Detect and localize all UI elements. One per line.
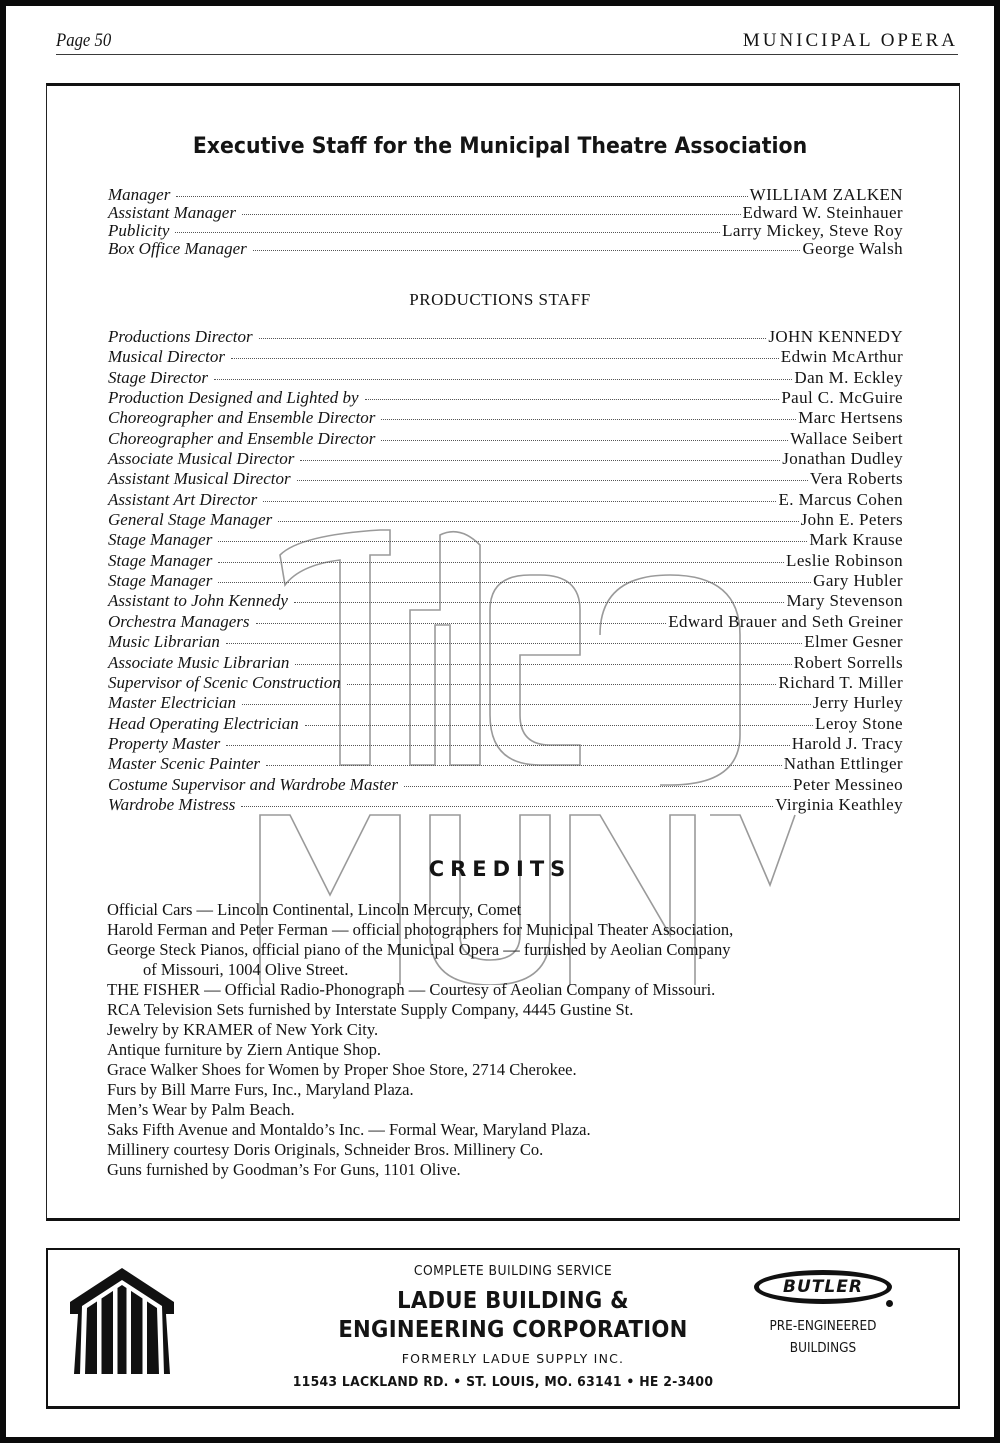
staff-row bbox=[108, 388, 903, 408]
butler-brand bbox=[748, 1270, 898, 1360]
credit-item: THE FISHER — Official Radio-Phonograph — Courtesy of Aeolian Company of Missouri. bbox=[107, 980, 716, 999]
staff-role: Manager bbox=[108, 185, 171, 204]
staff-role: Publicity bbox=[108, 221, 170, 240]
dot-leader bbox=[295, 664, 791, 665]
dot-leader bbox=[266, 765, 782, 766]
staff-name: Mark Krause bbox=[809, 530, 903, 550]
staff-row bbox=[108, 368, 903, 388]
staff-row bbox=[108, 469, 903, 489]
credit-item: Official Cars — Lincoln Continental, Lincoln Mercury, Comet bbox=[107, 900, 522, 919]
staff-name: E. Marcus Cohen bbox=[778, 489, 903, 509]
butler-subtitle-line1: PRE-ENGINEERED bbox=[769, 1319, 877, 1334]
staff-role: Master Electrician bbox=[108, 693, 236, 713]
dot-leader bbox=[365, 399, 780, 400]
credit-item: Saks Fifth Avenue and Montaldo’s Inc. — Formal Wear, Maryland Plaza. bbox=[107, 1120, 591, 1139]
staff-role: Master Scenic Painter bbox=[108, 754, 261, 774]
dot-leader bbox=[226, 643, 802, 644]
staff-role: Box Office Manager bbox=[108, 239, 247, 258]
staff-row bbox=[108, 408, 903, 428]
page-header bbox=[56, 30, 958, 55]
dot-leader bbox=[294, 602, 785, 603]
credits-title: CREDITS bbox=[428, 857, 572, 881]
dot-leader bbox=[242, 704, 811, 705]
staff-name: Harold J. Tracy bbox=[791, 733, 903, 753]
staff-name: Richard T. Miller bbox=[778, 672, 903, 692]
running-title: MUNICIPAL OPERA bbox=[742, 30, 958, 51]
credits-list bbox=[107, 900, 905, 1180]
credit-item bbox=[107, 940, 905, 980]
staff-name: Jerry Hurley bbox=[812, 693, 903, 713]
staff-row bbox=[108, 551, 903, 571]
credit-item: Millinery courtesy Doris Originals, Schneider Bros. Millinery Co. bbox=[107, 1140, 544, 1159]
staff-role: Orchestra Managers bbox=[108, 611, 250, 631]
staff-name: Dan M. Eckley bbox=[794, 367, 903, 387]
butler-logo-text: BUTLER bbox=[783, 1277, 863, 1297]
staff-role: Stage Director bbox=[108, 367, 208, 387]
dot-leader bbox=[278, 521, 798, 522]
executive-staff-list bbox=[108, 186, 903, 258]
staff-name: Larry Mickey, Steve Roy bbox=[722, 221, 903, 240]
ladue-building-advertisement bbox=[46, 1248, 960, 1409]
ad-former-name: FORMERLY LADUE SUPPLY INC. bbox=[401, 1351, 625, 1366]
credit-item: Men’s Wear by Palm Beach. bbox=[107, 1100, 295, 1119]
staff-name: Wallace Seibert bbox=[790, 428, 903, 448]
staff-row bbox=[108, 714, 903, 734]
productions-staff-list bbox=[108, 327, 903, 815]
butler-logo-icon bbox=[754, 1270, 892, 1304]
dot-leader bbox=[253, 250, 801, 251]
registered-mark-icon bbox=[886, 1300, 893, 1307]
staff-role: Stage Manager bbox=[108, 550, 213, 570]
staff-row bbox=[108, 530, 903, 550]
staff-role: Musical Director bbox=[108, 347, 225, 367]
staff-name: Leslie Robinson bbox=[786, 550, 903, 570]
butler-subtitle-line2: BUILDINGS bbox=[789, 1341, 857, 1356]
staff-role: Productions Director bbox=[108, 327, 253, 346]
ad-tagline: COMPLETE BUILDING SERVICE bbox=[413, 1264, 613, 1279]
ad-company-block bbox=[278, 1264, 748, 1366]
dot-leader bbox=[305, 725, 813, 726]
staff-row bbox=[108, 327, 903, 347]
staff-name: Vera Roberts bbox=[809, 469, 903, 489]
dot-leader bbox=[226, 745, 789, 746]
staff-row bbox=[108, 490, 903, 510]
productions-staff-title: PRODUCTIONS STAFF bbox=[409, 290, 591, 309]
dot-leader bbox=[175, 232, 720, 233]
credit-continuation: of Missouri, 1004 Olive Street. bbox=[143, 960, 349, 979]
credit-item: Grace Walker Shoes for Women by Proper Shoe Store, 2714 Cherokee. bbox=[107, 1060, 577, 1079]
staff-row bbox=[108, 186, 903, 204]
credit-item: RCA Television Sets furnished by Interstate Supply Company, 4445 Gustine St. bbox=[107, 1000, 634, 1019]
dot-leader bbox=[297, 480, 808, 481]
staff-row bbox=[108, 510, 903, 530]
credit-item: Guns furnished by Goodman’s For Guns, 1101 Olive. bbox=[107, 1160, 461, 1179]
dot-leader bbox=[231, 358, 779, 359]
credit-item: Jewelry by KRAMER of New York City. bbox=[107, 1020, 379, 1039]
staff-row bbox=[108, 632, 903, 652]
staff-name: Edwin McArthur bbox=[780, 347, 903, 367]
staff-role: Supervisor of Scenic Construction bbox=[108, 672, 341, 692]
ad-company-name-line2: ENGINEERING CORPORATION bbox=[338, 1317, 688, 1343]
staff-role: Production Designed and Lighted by bbox=[108, 388, 359, 408]
staff-role: Head Operating Electrician bbox=[108, 713, 299, 733]
staff-name: Elmer Gesner bbox=[804, 632, 903, 652]
staff-role: Associate Musical Director bbox=[108, 449, 295, 469]
staff-row bbox=[108, 673, 903, 693]
dot-leader bbox=[218, 582, 811, 583]
staff-row bbox=[108, 795, 903, 815]
dot-leader bbox=[300, 460, 780, 461]
staff-name: WILLIAM ZALKEN bbox=[749, 185, 903, 204]
staff-name: Virginia Keathley bbox=[775, 794, 903, 814]
staff-name: Jonathan Dudley bbox=[782, 449, 903, 469]
credit-text: George Steck Pianos, official piano of the Municipal Opera — furnished by Aeolian Company bbox=[107, 940, 731, 959]
dot-leader bbox=[256, 623, 667, 624]
executive-staff-title: Executive Staff for the Municipal Theatre Association bbox=[192, 134, 808, 159]
staff-row bbox=[108, 775, 903, 795]
dot-leader bbox=[347, 684, 777, 685]
staff-role: Choreographer and Ensemble Director bbox=[108, 408, 376, 428]
dot-leader bbox=[241, 806, 773, 807]
staff-role: Assistant Art Director bbox=[108, 489, 258, 509]
dot-leader bbox=[214, 379, 792, 380]
staff-row bbox=[108, 429, 903, 449]
staff-name: Edward Brauer and Seth Greiner bbox=[668, 611, 903, 631]
dot-leader bbox=[218, 562, 784, 563]
staff-name: Robert Sorrells bbox=[793, 652, 903, 672]
staff-row bbox=[108, 571, 903, 591]
staff-role: Assistant Musical Director bbox=[108, 469, 291, 489]
staff-row bbox=[108, 449, 903, 469]
dot-leader bbox=[381, 419, 796, 420]
staff-role: Costume Supervisor and Wardrobe Master bbox=[108, 774, 398, 794]
staff-role: Property Master bbox=[108, 733, 221, 753]
staff-row bbox=[108, 653, 903, 673]
staff-name: Gary Hubler bbox=[813, 571, 903, 591]
dot-leader bbox=[259, 338, 767, 339]
staff-role: Associate Music Librarian bbox=[108, 652, 290, 672]
ad-company-name-line1: LADUE BUILDING & bbox=[397, 1288, 629, 1314]
staff-role: General Stage Manager bbox=[108, 510, 273, 530]
staff-name: George Walsh bbox=[802, 239, 903, 258]
dot-leader bbox=[404, 786, 791, 787]
staff-name: Marc Hertsens bbox=[798, 408, 903, 428]
staff-name: Paul C. McGuire bbox=[781, 388, 903, 408]
staff-row bbox=[108, 754, 903, 774]
staff-role: Music Librarian bbox=[108, 632, 220, 652]
dot-leader bbox=[218, 541, 807, 542]
ad-address: 11543 LACKLAND RD. • ST. LOUIS, MO. 63141 • HE 2-3400 bbox=[292, 1374, 714, 1390]
staff-name: JOHN KENNEDY bbox=[768, 327, 903, 346]
dot-leader bbox=[176, 196, 747, 197]
staff-name: Leroy Stone bbox=[815, 713, 903, 733]
credit-item: Antique furniture by Ziern Antique Shop. bbox=[107, 1040, 382, 1059]
page-number: Page 50 bbox=[56, 30, 112, 51]
staff-row bbox=[108, 612, 903, 632]
staff-role: Stage Manager bbox=[108, 571, 213, 591]
staff-row bbox=[108, 693, 903, 713]
staff-name: Nathan Ettlinger bbox=[783, 754, 903, 774]
staff-name: Peter Messineo bbox=[793, 774, 903, 794]
staff-name: Edward W. Steinhauer bbox=[742, 203, 903, 222]
credit-item: Furs by Bill Marre Furs, Inc., Maryland Plaza. bbox=[107, 1080, 414, 1099]
butler-subtitle bbox=[753, 1316, 893, 1360]
staff-role: Wardrobe Mistress bbox=[108, 794, 236, 814]
credit-item: Harold Ferman and Peter Ferman — official photographers for Municipal Theater Association, bbox=[107, 920, 734, 939]
staff-row bbox=[108, 591, 903, 611]
house-logo-icon bbox=[68, 1266, 176, 1376]
staff-name: John E. Peters bbox=[800, 510, 903, 530]
staff-role: Choreographer and Ensemble Director bbox=[108, 428, 376, 448]
dot-leader bbox=[242, 214, 741, 215]
staff-role: Assistant to John Kennedy bbox=[108, 591, 288, 611]
staff-row bbox=[108, 204, 903, 222]
staff-row bbox=[108, 734, 903, 754]
staff-row bbox=[108, 347, 903, 367]
staff-role: Stage Manager bbox=[108, 530, 213, 550]
staff-name: Mary Stevenson bbox=[786, 591, 903, 611]
staff-role: Assistant Manager bbox=[108, 203, 236, 222]
staff-row bbox=[108, 222, 903, 240]
dot-leader bbox=[263, 501, 776, 502]
dot-leader bbox=[381, 440, 788, 441]
staff-row bbox=[108, 240, 903, 258]
